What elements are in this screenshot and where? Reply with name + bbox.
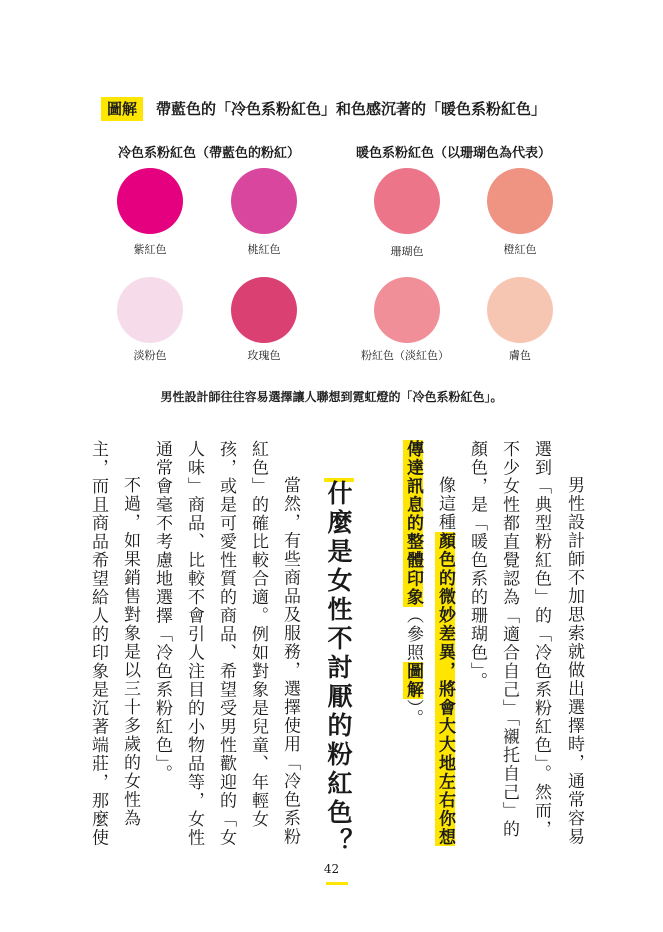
swatch-label: 橙紅色 — [503, 243, 537, 256]
page-number: 42 — [323, 862, 340, 876]
cool-pink-heading: 冷色系粉紅色（帶藍色的粉紅） — [118, 146, 301, 161]
color-swatch-pink — [374, 277, 440, 343]
body-column-10: 人味」商品、比較不會引人注目的小物品等，女性 — [184, 440, 204, 847]
body-column-7: 當然，有些商品及服務，選擇使用「冷色系粉 — [280, 476, 300, 846]
color-swatch-pale-pink — [117, 277, 183, 343]
body-column-11: 通常會毫不考慮地選擇「冷色系粉紅色」。 — [152, 440, 172, 783]
body-column-3: 不少女性都直覺認為「適合自己」「襯托自己」的 — [499, 440, 519, 839]
body-column-5-a: 像這種 — [435, 476, 455, 532]
warm-pink-heading: 暖色系粉紅色（以珊瑚色為代表） — [356, 146, 552, 161]
body-highlight: 傳達訊息的整體印象 — [403, 440, 423, 607]
figure-title: 帶藍色的「冷色系粉紅色」和色感沉著的「暖色系粉紅色」 — [156, 100, 547, 118]
color-swatch-orange-red — [487, 168, 553, 234]
body-text: （參照 — [403, 606, 423, 662]
swatch-label: 玫瑰色 — [247, 349, 281, 362]
color-swatch-rose — [231, 277, 297, 343]
body-text: ）。 — [403, 699, 423, 728]
figure-caption: 男性設計師往往容易選擇讓人聯想到霓虹燈的「冷色系粉紅色」。 — [160, 390, 503, 404]
color-swatch-coral — [374, 168, 440, 234]
swatch-label: 膚色 — [509, 349, 531, 362]
body-column-1: 男性設計師不加思索就做出選擇時，通常容易 — [564, 476, 584, 846]
color-swatch-peach-pink — [231, 168, 297, 234]
body-column-2: 選到「典型粉紅色」的「冷色系粉紅色」。然而， — [531, 440, 551, 839]
body-highlight: 顏色的微妙差異，將會大大地左右你想 — [435, 531, 455, 846]
swatch-label: 紫紅色 — [133, 243, 167, 256]
figure-tag: 圖解 — [101, 97, 143, 121]
body-column-13: 主，而且商品希望給人的印象是沉著端莊，那麼使 — [88, 440, 108, 847]
body-column-6 — [401, 440, 425, 728]
body-column-12: 不過，如果銷售對象是以三十多歲的女性為 — [120, 476, 140, 828]
swatch-label: 淡粉色 — [133, 349, 167, 362]
body-column-8: 紅色」的確比較合適。例如對象是兒童、年輕女 — [248, 440, 268, 829]
section-heading: 什麼是女性不討厭的粉紅色？ — [324, 480, 353, 857]
page-number-bar — [326, 882, 348, 885]
figure-reference: 圖解 — [403, 662, 423, 699]
color-swatch-magenta — [117, 168, 183, 234]
swatch-label: 桃紅色 — [247, 243, 281, 256]
swatch-label: 珊瑚色 — [390, 245, 424, 258]
body-column-4: 顏色，是「暖色系的珊瑚色」。 — [467, 440, 487, 691]
body-column-9: 孩，或是可愛性質的商品、希望受男性歡迎的「女 — [216, 440, 236, 847]
swatch-label: 粉紅色（淡紅色） — [361, 349, 449, 362]
color-swatch-skin — [487, 277, 553, 343]
body-column-5 — [433, 476, 457, 846]
